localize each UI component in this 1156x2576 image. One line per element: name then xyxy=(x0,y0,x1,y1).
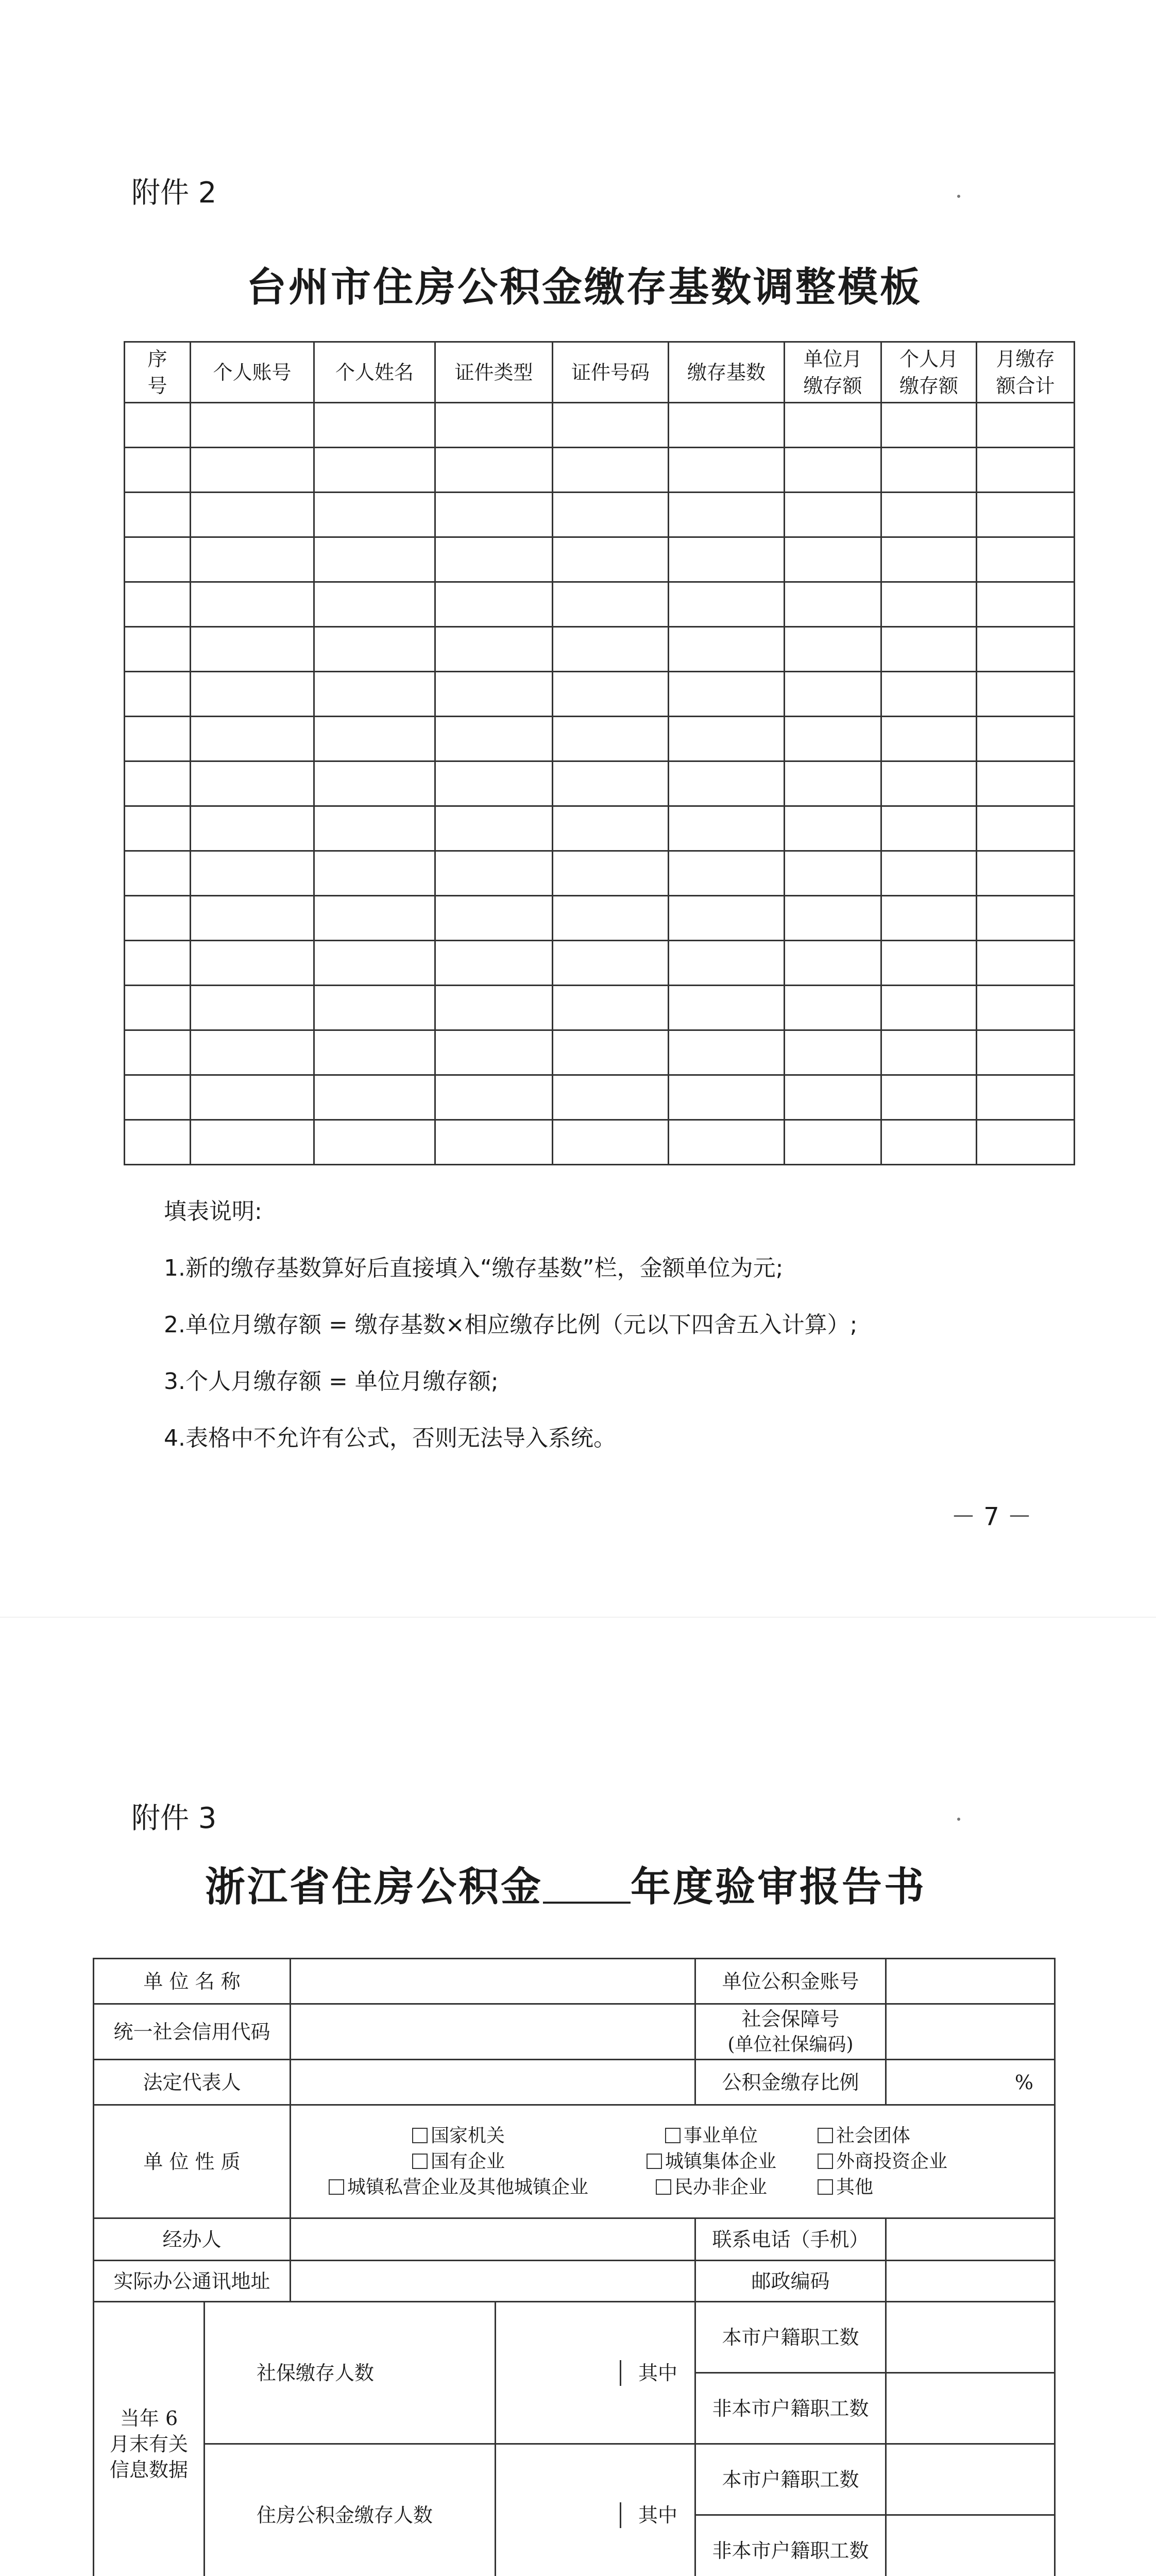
table-row xyxy=(125,537,1075,582)
table-cell[interactable] xyxy=(191,537,314,582)
table-cell[interactable] xyxy=(435,761,553,806)
table-row xyxy=(125,403,1075,448)
page-title: 台州市住房公积金缴存基数调整模板 xyxy=(246,264,923,311)
table-cell[interactable] xyxy=(314,627,435,672)
table-row xyxy=(125,941,1075,986)
table-cell[interactable] xyxy=(881,1030,977,1075)
credit-code-field[interactable] xyxy=(291,2004,695,2060)
table-cell[interactable] xyxy=(191,627,314,672)
table-row xyxy=(125,672,1075,717)
table-cell[interactable] xyxy=(125,941,191,986)
table-cell[interactable] xyxy=(553,896,669,941)
table-cell[interactable] xyxy=(314,537,435,582)
title-part-1: 浙江省住房公积金 xyxy=(205,1864,543,1910)
table-cell[interactable] xyxy=(977,1120,1075,1165)
checkbox-icon xyxy=(412,2128,428,2143)
table-cell[interactable] xyxy=(191,448,314,493)
table-cell[interactable] xyxy=(435,1075,553,1120)
table-cell[interactable] xyxy=(125,896,191,941)
table-cell[interactable] xyxy=(125,806,191,851)
table-cell[interactable] xyxy=(669,672,785,717)
table-cell[interactable] xyxy=(191,806,314,851)
table-cell[interactable] xyxy=(553,627,669,672)
table-cell[interactable] xyxy=(881,941,977,986)
table-row xyxy=(94,2444,1055,2515)
table-row xyxy=(125,493,1075,537)
table-cell[interactable] xyxy=(977,896,1075,941)
social-count-label: 社保缴存人数 xyxy=(205,2302,496,2444)
table-cell[interactable] xyxy=(977,806,1075,851)
table-cell[interactable] xyxy=(553,1030,669,1075)
table-cell[interactable] xyxy=(669,851,785,896)
table-row xyxy=(94,2302,1055,2373)
table-cell[interactable] xyxy=(191,1030,314,1075)
table-cell[interactable] xyxy=(669,627,785,672)
table-cell[interactable] xyxy=(314,896,435,941)
table-cell[interactable] xyxy=(785,627,881,672)
table-cell[interactable] xyxy=(669,806,785,851)
checkbox-icon xyxy=(818,2179,833,2195)
nature-option-row xyxy=(312,2149,1054,2175)
table-row xyxy=(125,761,1075,806)
table-cell[interactable] xyxy=(881,627,977,672)
table-cell[interactable] xyxy=(435,986,553,1030)
table-row xyxy=(94,2105,1055,2218)
table-cell[interactable] xyxy=(125,986,191,1030)
table-cell[interactable] xyxy=(977,761,1075,806)
deposit-ratio-field[interactable] xyxy=(886,2060,1055,2105)
postcode-label: 邮政编码 xyxy=(695,2261,886,2302)
table-cell[interactable] xyxy=(785,806,881,851)
table-row xyxy=(125,896,1075,941)
table-cell[interactable] xyxy=(977,627,1075,672)
column-header: 月缴存额合计 xyxy=(977,342,1075,403)
local-workers-field[interactable] xyxy=(886,2444,1055,2515)
scan-dot xyxy=(957,195,960,198)
table-cell[interactable] xyxy=(669,896,785,941)
table-row xyxy=(125,582,1075,627)
table-cell[interactable] xyxy=(125,1120,191,1165)
table-row xyxy=(125,851,1075,896)
title-part-2: 年度验审报告书 xyxy=(631,1864,927,1910)
unit-account-field[interactable] xyxy=(886,1959,1055,2004)
table-cell[interactable] xyxy=(977,672,1075,717)
table-cell[interactable] xyxy=(669,1120,785,1165)
table-cell[interactable] xyxy=(669,761,785,806)
checkbox-icon xyxy=(329,2179,344,2195)
table-cell[interactable] xyxy=(435,672,553,717)
handler-label: 经办人 xyxy=(94,2218,291,2261)
nature-option[interactable]: 国家机关 xyxy=(312,2123,605,2149)
nature-option-row xyxy=(312,2175,1054,2200)
phone-field[interactable] xyxy=(886,2218,1055,2261)
unit-nature-options xyxy=(291,2105,1055,2218)
page-number: － 7 － xyxy=(951,1502,1032,1531)
table-cell[interactable] xyxy=(125,1030,191,1075)
table-cell[interactable] xyxy=(314,493,435,537)
handler-field[interactable] xyxy=(291,2218,695,2261)
table-cell[interactable] xyxy=(785,896,881,941)
table-cell[interactable] xyxy=(314,851,435,896)
table-cell[interactable] xyxy=(785,1120,881,1165)
table-cell[interactable] xyxy=(881,761,977,806)
table-cell[interactable] xyxy=(125,627,191,672)
table-cell[interactable] xyxy=(881,806,977,851)
table-cell[interactable] xyxy=(881,1075,977,1120)
table-cell[interactable] xyxy=(881,672,977,717)
table-cell[interactable] xyxy=(191,896,314,941)
table-row xyxy=(125,806,1075,851)
table-cell[interactable] xyxy=(435,537,553,582)
table-cell[interactable] xyxy=(553,986,669,1030)
checkbox-icon xyxy=(656,2179,671,2195)
note-item: 1.新的缴存基数算好后直接填入“缴存基数”栏，金额单位为元; xyxy=(164,1255,784,1281)
local-workers-label: 本市户籍职工数 xyxy=(695,2444,886,2515)
page-8 xyxy=(0,1618,1156,2576)
table-row xyxy=(94,2060,1055,2105)
table-cell[interactable] xyxy=(435,582,553,627)
table-body xyxy=(125,403,1075,1165)
column-header: 缴存基数 xyxy=(669,342,785,403)
table-cell[interactable] xyxy=(125,448,191,493)
table-cell[interactable] xyxy=(881,986,977,1030)
table-row xyxy=(94,2261,1055,2302)
table-cell[interactable] xyxy=(314,672,435,717)
table-cell[interactable] xyxy=(881,582,977,627)
credit-code-label: 统一社会信用代码 xyxy=(94,2004,291,2060)
table-cell[interactable] xyxy=(669,941,785,986)
table-cell[interactable] xyxy=(881,851,977,896)
table-cell[interactable] xyxy=(881,448,977,493)
table-cell[interactable] xyxy=(553,761,669,806)
local-workers-label: 本市户籍职工数 xyxy=(695,2302,886,2373)
table-cell[interactable] xyxy=(785,986,881,1030)
table-cell[interactable] xyxy=(553,717,669,761)
table-cell[interactable] xyxy=(977,537,1075,582)
legal-rep-label: 法定代表人 xyxy=(94,2060,291,2105)
table-cell[interactable] xyxy=(125,672,191,717)
social-count-field[interactable] xyxy=(496,2302,695,2444)
table-cell[interactable] xyxy=(785,582,881,627)
table-cell[interactable] xyxy=(785,493,881,537)
table-cell[interactable] xyxy=(435,1030,553,1075)
table-row xyxy=(125,627,1075,672)
table-cell[interactable] xyxy=(977,717,1075,761)
table-row xyxy=(94,1959,1055,2004)
table-cell[interactable] xyxy=(553,537,669,582)
column-header: 个人月缴存额 xyxy=(881,342,977,403)
column-header: 证件类型 xyxy=(435,342,553,403)
nature-option[interactable]: 城镇集体企业 xyxy=(605,2149,818,2175)
table-cell[interactable] xyxy=(435,717,553,761)
table-cell[interactable] xyxy=(125,537,191,582)
nature-option[interactable]: 事业单位 xyxy=(605,2123,818,2149)
table-cell[interactable] xyxy=(314,1075,435,1120)
nature-option[interactable]: 民办非企业 xyxy=(605,2175,818,2200)
table-cell[interactable] xyxy=(669,717,785,761)
notes-heading: 填表说明: xyxy=(164,1198,262,1225)
table-cell[interactable] xyxy=(785,672,881,717)
legal-rep-field[interactable] xyxy=(291,2060,695,2105)
fund-count-label: 住房公积金缴存人数 xyxy=(205,2444,496,2576)
table-cell[interactable] xyxy=(553,941,669,986)
of-which-label: 其中 xyxy=(620,2502,694,2528)
table-cell[interactable] xyxy=(881,1120,977,1165)
unit-account-label: 单位公积金账号 xyxy=(695,1959,886,2004)
checkbox-icon xyxy=(818,2128,833,2143)
table-cell[interactable] xyxy=(977,403,1075,448)
table-cell[interactable] xyxy=(314,403,435,448)
social-security-no-label: 社会保障号 xyxy=(741,2007,840,2030)
nature-option-row xyxy=(312,2123,1054,2149)
table-cell[interactable] xyxy=(191,1075,314,1120)
unit-nature-label: 单 位 性 质 xyxy=(94,2105,291,2218)
table-cell[interactable] xyxy=(785,1075,881,1120)
column-header: 个人姓名 xyxy=(314,342,435,403)
table-cell[interactable] xyxy=(435,1120,553,1165)
table-cell[interactable] xyxy=(314,761,435,806)
table-cell[interactable] xyxy=(669,1030,785,1075)
table-cell[interactable] xyxy=(191,403,314,448)
annual-review-table xyxy=(93,1958,1056,2576)
page-title xyxy=(205,1855,926,1912)
note-item: 4.表格中不允许有公式，否则无法导入系统。 xyxy=(164,1425,616,1451)
table-cell[interactable] xyxy=(314,1030,435,1075)
table-row xyxy=(125,448,1075,493)
nonlocal-workers-field[interactable] xyxy=(886,2373,1055,2444)
note-item: 3.个人月缴存额 = 单位月缴存额; xyxy=(164,1368,499,1395)
table-cell[interactable] xyxy=(669,537,785,582)
social-security-field[interactable] xyxy=(886,2004,1055,2060)
postcode-field[interactable] xyxy=(886,2261,1055,2302)
table-cell[interactable] xyxy=(881,493,977,537)
table-cell[interactable] xyxy=(977,1030,1075,1075)
table-cell[interactable] xyxy=(435,851,553,896)
table-cell[interactable] xyxy=(191,1120,314,1165)
table-cell[interactable] xyxy=(785,403,881,448)
table-cell[interactable] xyxy=(553,1075,669,1120)
table-cell[interactable] xyxy=(191,582,314,627)
nature-option[interactable]: 城镇私营企业及其他城镇企业 xyxy=(312,2175,605,2200)
column-header: 序号 xyxy=(125,342,191,403)
table-cell[interactable] xyxy=(553,493,669,537)
table-cell[interactable] xyxy=(553,403,669,448)
social-security-label xyxy=(695,2004,886,2060)
column-header: 证件号码 xyxy=(553,342,669,403)
table-cell[interactable] xyxy=(191,717,314,761)
table-cell[interactable] xyxy=(125,403,191,448)
table-cell[interactable] xyxy=(669,582,785,627)
table-cell[interactable] xyxy=(191,493,314,537)
table-cell[interactable] xyxy=(977,986,1075,1030)
table-cell[interactable] xyxy=(314,582,435,627)
table-row xyxy=(125,986,1075,1030)
table-cell[interactable] xyxy=(785,1030,881,1075)
table-cell[interactable] xyxy=(785,761,881,806)
table-cell[interactable] xyxy=(977,1075,1075,1120)
table-cell[interactable] xyxy=(785,717,881,761)
table-cell[interactable] xyxy=(977,851,1075,896)
table-cell[interactable] xyxy=(314,1120,435,1165)
table-cell[interactable] xyxy=(314,448,435,493)
table-cell[interactable] xyxy=(191,941,314,986)
nonlocal-workers-field[interactable] xyxy=(886,2515,1055,2576)
table-cell[interactable] xyxy=(435,493,553,537)
table-cell[interactable] xyxy=(785,448,881,493)
local-workers-field[interactable] xyxy=(886,2302,1055,2373)
table-cell[interactable] xyxy=(881,403,977,448)
table-cell[interactable] xyxy=(314,986,435,1030)
nonlocal-workers-label: 非本市户籍职工数 xyxy=(695,2515,886,2576)
table-cell[interactable] xyxy=(553,448,669,493)
unit-name-field[interactable] xyxy=(291,1959,695,2004)
table-cell[interactable] xyxy=(125,761,191,806)
table-cell[interactable] xyxy=(669,986,785,1030)
table-cell[interactable] xyxy=(553,851,669,896)
table-cell[interactable] xyxy=(125,717,191,761)
nature-option[interactable]: 外商投资企业 xyxy=(818,2149,947,2175)
table-row xyxy=(94,2004,1055,2060)
checkbox-icon xyxy=(665,2128,681,2143)
of-which-label: 其中 xyxy=(620,2360,694,2386)
table-cell[interactable] xyxy=(977,941,1075,986)
table-cell[interactable] xyxy=(785,851,881,896)
table-cell[interactable] xyxy=(977,448,1075,493)
table-cell[interactable] xyxy=(553,582,669,627)
table-row xyxy=(125,1075,1075,1120)
adjustment-template-table xyxy=(124,341,1075,1165)
table-row xyxy=(125,1030,1075,1075)
nonlocal-workers-label: 非本市户籍职工数 xyxy=(695,2373,886,2444)
table-cell[interactable] xyxy=(977,582,1075,627)
table-cell[interactable] xyxy=(785,941,881,986)
unit-name-label: 单 位 名 称 xyxy=(94,1959,291,2004)
table-row xyxy=(94,2218,1055,2261)
table-cell[interactable] xyxy=(435,806,553,851)
nature-option[interactable]: 国有企业 xyxy=(312,2149,605,2175)
checkbox-icon xyxy=(412,2154,428,2169)
attachment-label: 附件 3 xyxy=(131,1802,217,1835)
table-cell[interactable] xyxy=(977,493,1075,537)
nature-option[interactable]: 其他 xyxy=(818,2175,873,2200)
scan-dot xyxy=(957,1818,960,1821)
table-cell[interactable] xyxy=(435,627,553,672)
table-cell[interactable] xyxy=(314,941,435,986)
table-cell[interactable] xyxy=(669,448,785,493)
table-cell[interactable] xyxy=(191,986,314,1030)
table-cell[interactable] xyxy=(435,896,553,941)
table-cell[interactable] xyxy=(785,537,881,582)
attachment-label: 附件 2 xyxy=(131,176,217,210)
table-cell[interactable] xyxy=(125,1075,191,1120)
june-data-label: 当年 6 月末有关信息数据 xyxy=(94,2302,205,2576)
year-blank[interactable] xyxy=(543,1869,631,1904)
table-header-row xyxy=(125,342,1075,403)
table-cell[interactable] xyxy=(553,1120,669,1165)
table-cell[interactable] xyxy=(669,403,785,448)
table-cell[interactable] xyxy=(191,761,314,806)
table-cell[interactable] xyxy=(191,851,314,896)
address-field[interactable] xyxy=(291,2261,695,2302)
nature-option[interactable]: 社会团体 xyxy=(818,2123,910,2149)
phone-label: 联系电话（手机） xyxy=(695,2218,886,2261)
deposit-ratio-label: 公积金缴存比例 xyxy=(695,2060,886,2105)
table-row xyxy=(125,1120,1075,1165)
table-cell[interactable] xyxy=(125,493,191,537)
social-security-code-label: (单位社保编码) xyxy=(727,2033,854,2055)
table-cell[interactable] xyxy=(553,672,669,717)
table-cell[interactable] xyxy=(669,493,785,537)
table-cell[interactable] xyxy=(191,672,314,717)
checkbox-icon xyxy=(647,2154,662,2169)
table-cell[interactable] xyxy=(435,403,553,448)
note-item: 2.单位月缴存额 = 缴存基数×相应缴存比例（元以下四舍五入计算）; xyxy=(164,1312,858,1338)
table-cell[interactable] xyxy=(553,806,669,851)
table-cell[interactable] xyxy=(881,896,977,941)
table-cell[interactable] xyxy=(435,941,553,986)
table-cell[interactable] xyxy=(669,1075,785,1120)
table-cell[interactable] xyxy=(125,582,191,627)
table-cell[interactable] xyxy=(881,537,977,582)
percent-sign: % xyxy=(1014,2071,1033,2094)
column-header: 单位月缴存额 xyxy=(785,342,881,403)
checkbox-icon xyxy=(818,2154,833,2169)
column-header: 个人账号 xyxy=(191,342,314,403)
table-cell[interactable] xyxy=(125,851,191,896)
table-cell[interactable] xyxy=(435,448,553,493)
address-label: 实际办公通讯地址 xyxy=(94,2261,291,2302)
table-row xyxy=(125,717,1075,761)
table-cell[interactable] xyxy=(314,717,435,761)
table-cell[interactable] xyxy=(881,717,977,761)
table-cell[interactable] xyxy=(314,806,435,851)
fund-count-field[interactable] xyxy=(496,2444,695,2576)
